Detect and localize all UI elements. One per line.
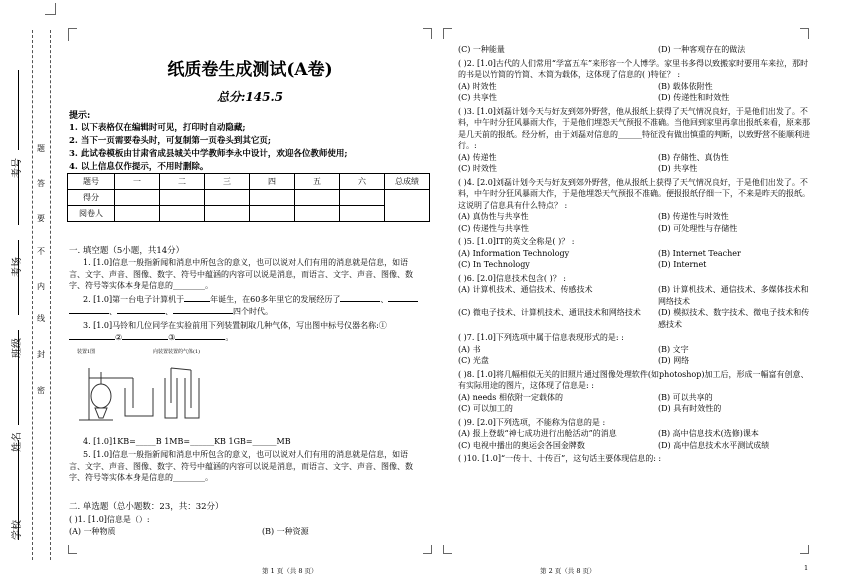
total-score-cell[interactable] [385, 190, 430, 222]
option-row [458, 403, 814, 415]
option-a: (C) 共享性 [458, 93, 497, 102]
option-b: (B) 高中信息技术(选修)课本 [658, 429, 759, 438]
option-row [458, 211, 814, 223]
option-b: (B) Internet Teacher [658, 248, 741, 258]
seal-char: 封 [37, 350, 45, 359]
seal-char: 密 [37, 386, 45, 395]
answer-blank[interactable] [173, 313, 233, 314]
grader-cell[interactable] [160, 206, 205, 222]
option-row [458, 392, 814, 404]
option-row [458, 259, 814, 271]
grader-cell[interactable] [295, 206, 340, 222]
option-a: (C) 光盘 [458, 356, 489, 365]
option-b: (B) 可以共享的 [658, 392, 713, 402]
option-row [458, 92, 814, 104]
option-b: (D) 传递性和时效性 [658, 93, 730, 102]
seal-char: 答 [37, 179, 45, 188]
question-fill-3-text-d: 。 [225, 332, 234, 342]
label-name: 姓名 [12, 432, 23, 452]
question-text: ( )10. [1.0]“一传十、十传百”，这句话主要体现信息的: : [458, 454, 662, 463]
option-a: (A) 传递性 [458, 152, 497, 162]
option-a: (C) 可以加工的 [458, 404, 513, 413]
option-a: (C) 时效性 [458, 164, 497, 173]
option-a: (A) 书 [458, 344, 481, 354]
page-number-corner: 1 [804, 564, 809, 572]
question-text: ( )6. [2.0]信息技术包含( )？ : [458, 273, 566, 283]
option-a: (A) 计算机技术、通信技术、传感技术 [458, 285, 593, 294]
seal-char: 不 [37, 247, 45, 256]
question-fill-2-text-a: 2. [1.0]第一台电子计算机于 [83, 295, 185, 304]
answer-blank[interactable] [184, 301, 210, 302]
seal-char: 内 [37, 282, 45, 291]
table-header-cell: 一 [115, 174, 160, 190]
lab-apparatus-icon [73, 348, 213, 423]
option-row [458, 223, 814, 235]
option-a: (A) 真伪性与共享性 [458, 212, 529, 221]
question-text: ( )9. [2.0]下列选项，不能称为信息的是 : [458, 417, 606, 427]
label-school: 学校 [12, 520, 23, 540]
section1-heading: 一. 填空题（5小题，共14分） [69, 246, 185, 256]
table-header-cell: 三 [205, 174, 250, 190]
option-row [458, 344, 814, 356]
option-a: (C) 一种能量 [458, 45, 505, 54]
figure-caption: 装置1图 [77, 349, 96, 355]
option-row [458, 428, 814, 440]
tip-item: 1. 以下表格仅在编辑时可见，打印时自动隐藏; [69, 123, 246, 133]
option-b: (D) 模拟技术、数字技术、微电子技术和传感技术 [658, 308, 810, 329]
page-footer-left: 第 1 页（共 8 页） [262, 567, 318, 575]
answer-blank[interactable] [340, 301, 380, 302]
score-cell[interactable] [250, 190, 295, 206]
table-row-label: 得分 [68, 190, 115, 206]
seal-line-right [50, 30, 51, 560]
score-cell[interactable] [160, 190, 205, 206]
tips-heading: 提示: [69, 111, 91, 121]
option-row [458, 440, 814, 452]
answer-blank[interactable] [175, 339, 225, 340]
section2-heading: 二. 单选题（总小题数：23，共：32分） [69, 502, 224, 512]
answer-blank[interactable] [122, 339, 168, 340]
option-a: (A) 时效性 [458, 81, 497, 91]
seal-char: 要 [37, 214, 45, 223]
question-fill-3-text-a: 3. [1.0]马铃和几位同学在实验前用下列装置制取几种气体，写出图中标号仪器名称:① [83, 321, 387, 330]
tip-item: 4. 以上信息仅作提示，不用时删除。 [69, 162, 209, 172]
binding-line-number [18, 70, 19, 150]
tip-item: 2. 当下一页需要卷头时，可复制第一页卷头到其它页; [69, 136, 271, 146]
option-a: (A) needs 相依附一定载体的 [458, 392, 563, 402]
binding-line-class [18, 240, 19, 315]
page-footer-mid: 第 2 页（共 8 页） [540, 567, 596, 575]
table-header-cell: 五 [295, 174, 340, 190]
total-score: 总分:145.5 [216, 90, 283, 104]
option-b: (D) 网络 [658, 356, 690, 365]
option-b: (B) 计算机技术、通信技术、多媒体技术和网络技术 [658, 285, 809, 306]
option-b: (B) 载体依附性 [658, 81, 713, 91]
score-table [67, 173, 430, 222]
answer-blank[interactable] [388, 301, 418, 302]
grader-cell[interactable] [205, 206, 250, 222]
option-row [458, 163, 814, 175]
option-b: (B) 文字 [658, 344, 689, 354]
option-row [458, 81, 814, 93]
question-fill-3-text-c: ③ [168, 332, 176, 342]
option-a: (C) 微电子技术、计算机技术、通讯技术和网络技术 [458, 308, 641, 317]
seal-line-left [32, 30, 33, 560]
option-a: (C) 电视中播出的奥运会各国金牌数 [458, 440, 585, 450]
question-fill-3-text-b: ② [115, 332, 123, 342]
question-text: ( )5. [1.0]IT的英文全称是( )？ : [458, 237, 575, 246]
option-b: (D) 可处理性与存储性 [658, 223, 738, 233]
question-fill-2-text-b: 年诞生，在60多年里它的发展经历了 [210, 295, 341, 304]
option-b: (D) 具有时效性的 [658, 404, 722, 413]
option-b: (D) 一种客观存在的做法 [658, 45, 746, 54]
answer-blank[interactable] [117, 313, 165, 314]
table-header-cell: 四 [250, 174, 295, 190]
score-cell[interactable] [115, 190, 160, 206]
label-class: 班级 [12, 338, 23, 358]
table-header-cell: 题号 [68, 174, 115, 190]
table-header-cell: 总成绩 [385, 174, 430, 190]
option-row [458, 44, 814, 56]
option-b: (B) 传递性与时效性 [658, 212, 729, 221]
option-b: (B) 一种资源 [262, 527, 309, 536]
option-b: (D) Internet [658, 260, 707, 269]
question-text: ( )4. [2.0]刘磊计划今天与好友到郊外野营，他从报纸上获得了天气情况良好，于是他们出发了。不料，中午时分狂风暴雨大作，于是他埋怨天气预报不准确。便报报纸仔细一下，不来是昨天的报纸。这说明了信息具有什么特点？ : [458, 177, 810, 210]
right-column [458, 44, 814, 465]
label-number: 考号 [12, 158, 23, 178]
question-fill-3 [69, 320, 419, 343]
option-b: (D) 共享性 [658, 164, 698, 173]
question-fill-2: 2. [1.0]第一台电子计算机于 年诞生，在60多年里它的发展经历了 、、 、 四个时代。 [69, 294, 419, 317]
grader-cell[interactable] [340, 206, 385, 222]
answer-blank[interactable] [69, 339, 115, 340]
option-b: (B) 存储性、真伪性 [658, 152, 729, 162]
table-header-cell: 六 [340, 174, 385, 190]
option-a: (A) 一种物质 [69, 527, 116, 536]
question-fill-1: 1. [1.0]信息一般指新闻和消息中所包含的意义，也可以说对人们有用的消息就是信息，如语言、文字、声音、图像、数字、符号中蕴涵的内容可以说是消息，而语言、文字、声音、图像、数字、符号等实体本身是信息的________。 [69, 258, 413, 290]
question-fill-4: 4. [1.0]1KB=_____B 1MB=______KB 1GB=______MB [83, 437, 291, 446]
question-fill-5: 5. [1.0]信息一般指新闻和消息中所包含的意义，也可以说对人们有用的消息就是信息，如语言、文字、声音、图像、数字、符号中蕴涵的内容可以说是消息，而语言、文字、声音、图像、数字、符号等实体本身是信息的________。 [69, 450, 413, 482]
option-a: (A) 报上登载“神七成功进行出舱活动”的消息 [458, 429, 617, 438]
option-b: (D) 高中信息技术水平测试成绩 [658, 440, 770, 450]
question-choice-1: ( )1. [1.0]信息是（）: [69, 515, 150, 524]
option-row [458, 248, 814, 260]
figure-caption-2: 向装置装置的气体(1) [153, 349, 201, 355]
label-room: 考场 [12, 257, 23, 277]
question-text: ( )2. [1.0]古代的人们常用“学富五车”来形容一个人博学。家里书多得以致搬家时要用车来拉，那时的书是以竹简的竹简、木简为载体，这体现了信息的( )特征？ : [458, 58, 809, 79]
option-a: (C) 传递性与共享性 [458, 223, 529, 233]
score-cell[interactable] [205, 190, 250, 206]
exam-title: 纸质卷生成测试(A卷) [167, 60, 333, 80]
tip-item: 3. 此试卷模板由甘肃省成县城关中学教师李永中设计，欢迎各位教师使用; [69, 149, 348, 159]
apparatus-figure [73, 348, 213, 423]
question-fill-2-text-c: 四个时代。 [233, 306, 273, 316]
option-row [458, 355, 814, 367]
question-text: ( )7. [1.0]下列选项中属于信息表现形式的是: : [458, 333, 624, 342]
option-row [458, 284, 814, 307]
option-a: (A) Information Technology [458, 248, 570, 258]
option-a: (C) In Technology [458, 260, 530, 269]
question-text: ( )8. [1.0]将几幅相似无关的旧照片通过图像处理软件(如photoshop)加工后，形成一幅富有创意、有实际用途的图片，这体现了信息是: : [458, 369, 809, 390]
seal-char: 线 [37, 314, 45, 323]
seal-char: 题 [37, 144, 45, 153]
score-cell[interactable] [340, 190, 385, 206]
table-header-cell: 二 [160, 174, 205, 190]
grader-cell[interactable] [250, 206, 295, 222]
grader-cell[interactable] [115, 206, 160, 222]
option-row [458, 152, 814, 164]
score-cell[interactable] [295, 190, 340, 206]
table-row-label: 阅卷人 [68, 206, 115, 222]
question-text: ( )3. [1.0]刘磊计划今天与好友到郊外野营，他从报纸上获得了天气情况良好，于是他们出发了。不料，中午时分狂风暴雨大作，于是他们埋怨天气预报不准确。当他回到家里再拿出报纸来看，原来那是几天前的报纸。经分析，由于刘磊对信息的______特征没有做出慎重的判断，以致野营不能顺利进行。: [458, 106, 810, 150]
answer-blank[interactable] [69, 313, 109, 314]
option-row [458, 307, 814, 330]
